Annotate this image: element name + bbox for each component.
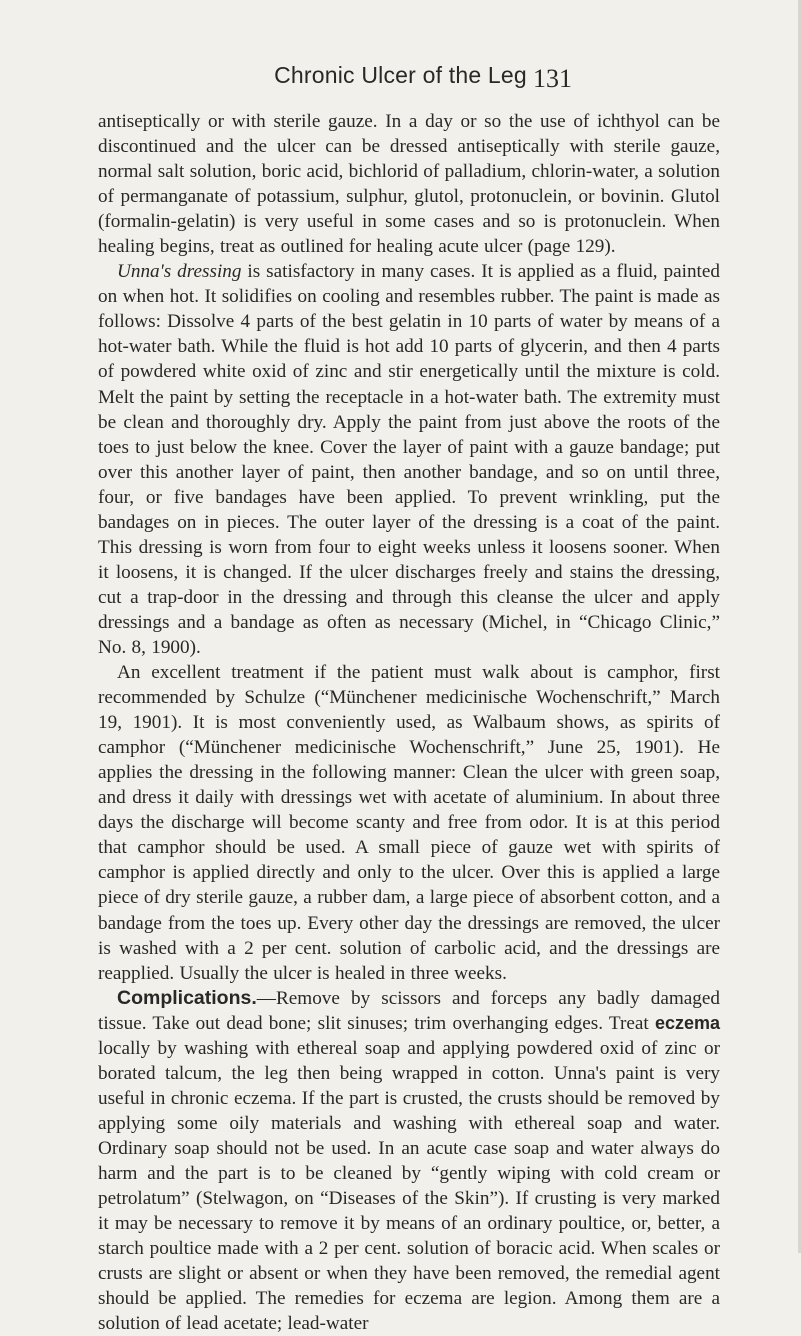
paragraph-text: antiseptically or with sterile gauze. In a day or so the use of ichthyol can be discontinued and the ulcer can be dressed antiseptically with sterile gauze, normal salt solution, boric acid, bichlorid of palladium, chlorin-water, a solution of permanganate of potassium, sulphur, glutol, protonuclein, or bovinin. Glutol (formalin-gelatin) is very useful in some cases and so is protonuclein. When healing begins, treat as outlined for healing acute ulcer (page 129). <box>98 111 720 258</box>
page-header <box>0 60 801 100</box>
italic-term: Unna's dressing <box>117 261 242 283</box>
paragraph-ulcer-dressing <box>98 109 720 259</box>
paragraph-text: An excellent treatment if the patient must walk about is camphor, first recommended by Schulze (“Münchener medicinische Wochenschrift,” March 19, 1901). It is most conveniently used, as Walbaum shows, as spirits of camphor (“Münchener medicinische Wochenschrift,” June 25, 1901). He applies the dressing in the following manner: Clean the ulcer with green soap, and dress it daily with dressings wet with acetate of aluminium. In about three days the discharge will become scanty and free from odor. It is at this period that camphor should be used. A small piece of gauze wet with spirits of camphor is applied directly and only to the ulcer. Over this is applied a large piece of dry sterile gauze, a rubber dam, a large piece of absorbent cotton, and a bandage from the toes up. Every other day the dressings are removed, the ulcer is washed with a 2 per cent. solution of carbolic acid, and the dressings are reapplied. Usually the ulcer is healed in three weeks. <box>98 662 720 984</box>
paragraph-text: locally by washing with ethereal soap and applying powdered oxid of zinc or borated talcum, the leg then being wrapped in cotton. Unna's paint is very useful in chronic eczema. If the part is crusted, the crusts should be removed by applying some oily materials and washing with ethereal soap and water. Ordinary soap should not be used. In an acute case soap and water always do harm and the part is to be cleaned by “gently wiping with cold cream or petrolatum” (Stelwagon, on “Diseases of the Skin”). If crusting is very marked it may be necessary to remove it by means of an ordinary poultice, or, better, a starch poultice made with a 2 per cent. solution of boracic acid. When scales or crusts are slight or absent or when they have been removed, the remedial agent should be applied. The remedies for eczema are legion. Among them are a solution of lead acetate; lead-water <box>98 1037 720 1335</box>
paragraph-text: is satisfactory in many cases. It is applied as a fluid, painted on when hot. It solidifies on cooling and resembles rubber. The paint is made as follows: Dissolve 4 parts of the best gelatin in 10 parts of water by means of a hot-water bath. While the fluid is hot add 10 parts of glycerin, and then 4 parts of powdered white oxid of zinc and stir energetically until the mixture is cold. Melt the paint by setting the receptacle in a hot-water bath. The extremity must be clean and thoroughly dry. Apply the paint from just above the roots of the toes to just below the knee. Cover the layer of paint with a gauze bandage; put over this another layer of paint, then another bandage, and so on until three, four, or five bandages have been applied. To prevent wrinkling, put the bandages on in pieces. The outer layer of the dressing is a coat of the paint. This dressing is worn from four to eight weeks unless it loosens sooner. When it loosens, it is changed. If the ulcer discharges freely and stains the dressing, cut a trap-door in the dressing and through this cleanse the ulcer and apply dressings and a bandage as often as necessary (Michel, in “Chicago Clinic,” No. 8, 1900). <box>98 261 720 658</box>
body-text <box>98 109 720 1336</box>
page-number: 131 <box>533 64 572 93</box>
paragraph-unnas-dressing <box>98 259 720 660</box>
section-heading: Complications. <box>117 986 257 1009</box>
paragraph-complications <box>98 986 720 1336</box>
running-title: Chronic Ulcer of the Leg <box>274 62 527 88</box>
bold-term: eczema <box>654 1012 720 1033</box>
paragraph-text: —Remove by scissors and forceps any badly damaged tissue. Take out dead bone; slit sinuses; trim overhanging edges. Treat <box>98 987 720 1034</box>
paragraph-camphor-treatment <box>98 660 720 986</box>
